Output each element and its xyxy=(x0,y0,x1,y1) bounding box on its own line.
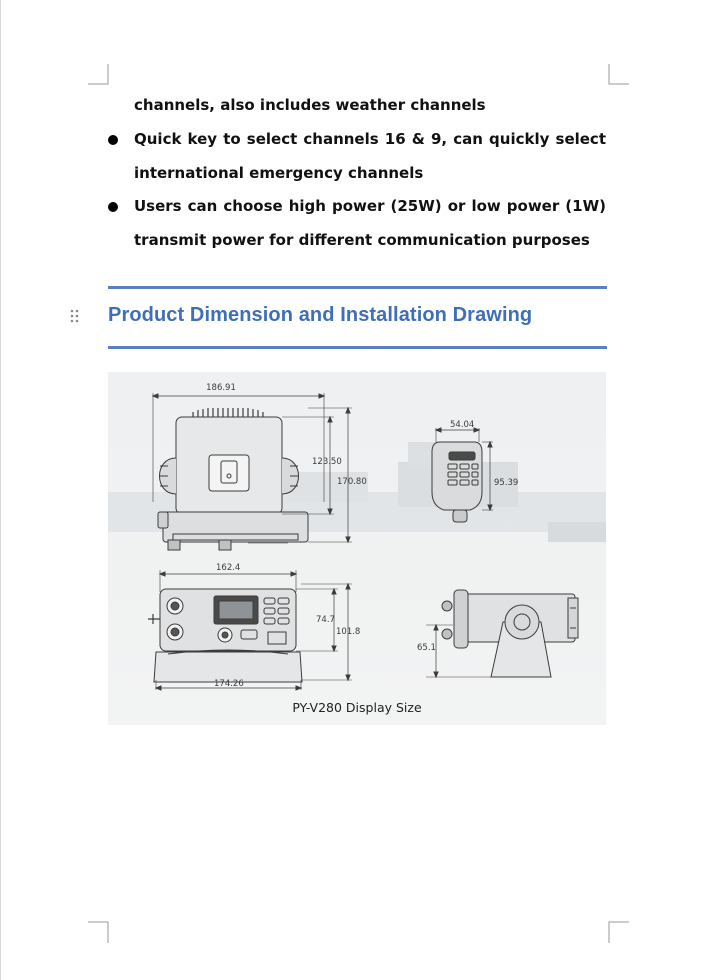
continuation-paragraph: channels, also includes weather channels xyxy=(134,96,486,114)
dim-panel-height: 74.7 xyxy=(316,615,335,625)
dim-panel-total-height: 101.8 xyxy=(336,627,361,637)
dim-mic-width: 54.04 xyxy=(450,420,475,430)
drag-handle-icon[interactable] xyxy=(70,309,80,325)
dim-side-height: 65.1 xyxy=(417,643,436,653)
crop-mark-top-right xyxy=(607,64,629,86)
figure-caption: PY-V280 Display Size xyxy=(292,700,422,715)
crop-mark-bottom-left xyxy=(88,921,110,943)
bullet-item-quick-key xyxy=(108,123,606,190)
dim-front-width: 186.91 xyxy=(206,383,236,393)
bullet-text: Users can choose high power (25W) or low power (1W) transmit power for different communication purposes xyxy=(134,197,606,249)
dim-front-total-height: 170.80 xyxy=(337,477,367,487)
heading-top-rule xyxy=(108,286,607,289)
bullet-item-power xyxy=(108,190,606,257)
dim-front-body-height: 123.50 xyxy=(312,457,342,467)
bullet-text: Quick key to select channels 16 & 9, can quickly select international emergency channels xyxy=(134,130,606,182)
page-left-edge xyxy=(0,0,1,980)
dimension-drawing-figure xyxy=(108,372,606,725)
crop-mark-bottom-right xyxy=(607,921,629,943)
heading-bottom-rule xyxy=(108,346,607,349)
bullet-dot-icon xyxy=(108,202,118,212)
crop-mark-top-left xyxy=(88,64,110,86)
dim-bracket-width: 174.26 xyxy=(214,679,244,689)
dim-mic-height: 95.39 xyxy=(494,478,519,488)
dim-panel-width: 162.4 xyxy=(216,563,241,573)
bullet-dot-icon xyxy=(108,135,118,145)
section-heading: Product Dimension and Installation Drawing xyxy=(108,304,533,326)
dimension-drawing xyxy=(108,372,606,725)
